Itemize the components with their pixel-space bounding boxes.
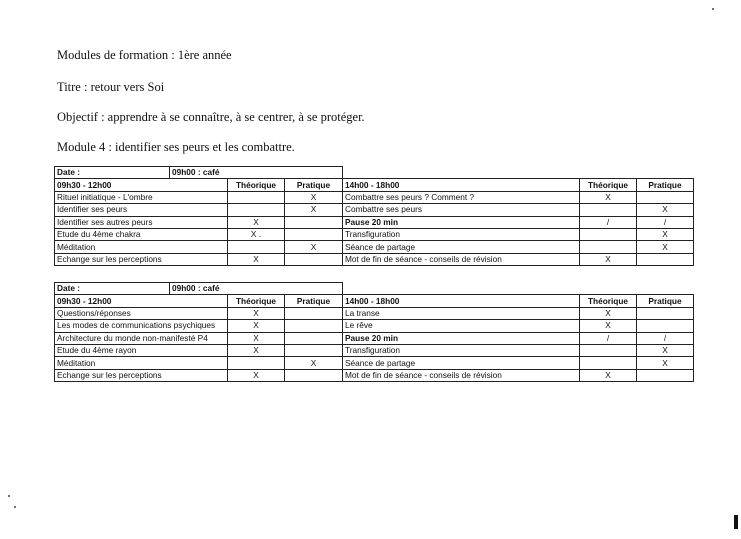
theorique-mark: / bbox=[580, 216, 637, 228]
morning-activity: Méditation bbox=[55, 357, 228, 369]
pratique-mark bbox=[285, 253, 343, 265]
header-row bbox=[55, 179, 694, 191]
morning-activity: Echange sur les perceptions bbox=[55, 369, 228, 381]
header-row bbox=[55, 295, 694, 307]
table-row bbox=[55, 357, 694, 369]
pratique-mark bbox=[285, 369, 343, 381]
pratique-mark: X bbox=[637, 357, 694, 369]
scan-edge-mark bbox=[734, 515, 738, 529]
date-label: Date : bbox=[55, 167, 170, 179]
col-theorique: Théorique bbox=[580, 295, 637, 307]
theorique-mark: X bbox=[228, 307, 285, 319]
pratique-mark bbox=[285, 320, 343, 332]
table-row bbox=[55, 204, 694, 216]
theorique-mark: X bbox=[580, 369, 637, 381]
afternoon-activity: Le rêve bbox=[343, 320, 580, 332]
col-pratique: Pratique bbox=[285, 179, 343, 191]
table-row bbox=[55, 344, 694, 356]
theorique-mark: X bbox=[228, 344, 285, 356]
pratique-mark bbox=[285, 216, 343, 228]
theorique-mark: X bbox=[228, 216, 285, 228]
theorique-mark: X bbox=[580, 191, 637, 203]
pratique-mark: X bbox=[285, 241, 343, 253]
pratique-mark bbox=[285, 228, 343, 240]
afternoon-header: 14h00 - 18h00 bbox=[343, 179, 580, 191]
document-heading: Modules de formation : 1ère année bbox=[57, 48, 232, 62]
pratique-mark: X bbox=[637, 204, 694, 216]
morning-activity: Rituel initiatique - L'ombre bbox=[55, 191, 228, 203]
pratique-mark: X bbox=[637, 344, 694, 356]
col-theorique: Théorique bbox=[228, 295, 285, 307]
scan-speck bbox=[8, 495, 10, 497]
afternoon-activity: Séance de partage bbox=[343, 357, 580, 369]
pratique-mark bbox=[285, 332, 343, 344]
pratique-mark: X bbox=[285, 204, 343, 216]
afternoon-activity: Combattre ses peurs ? Comment ? bbox=[343, 191, 580, 203]
theorique-mark bbox=[580, 228, 637, 240]
pratique-mark: X bbox=[637, 241, 694, 253]
afternoon-activity: Séance de partage bbox=[343, 241, 580, 253]
morning-activity: Etude du 4ème chakra bbox=[55, 228, 228, 240]
pratique-mark bbox=[637, 369, 694, 381]
col-pratique: Pratique bbox=[637, 295, 694, 307]
pratique-mark: X bbox=[637, 228, 694, 240]
theorique-mark bbox=[580, 204, 637, 216]
pratique-mark bbox=[637, 253, 694, 265]
afternoon-header: 14h00 - 18h00 bbox=[343, 295, 580, 307]
morning-header: 09h30 - 12h00 bbox=[55, 179, 228, 191]
col-pratique: Pratique bbox=[637, 179, 694, 191]
table-row bbox=[55, 253, 694, 265]
date-row bbox=[55, 167, 694, 179]
table-row bbox=[55, 320, 694, 332]
pratique-mark bbox=[637, 307, 694, 319]
morning-activity: Questions/réponses bbox=[55, 307, 228, 319]
document-objective: Objectif : apprendre à se connaître, à se centrer, à se protéger. bbox=[57, 110, 365, 124]
theorique-mark bbox=[580, 344, 637, 356]
afternoon-activity: Pause 20 min bbox=[343, 332, 580, 344]
theorique-mark: X bbox=[228, 320, 285, 332]
pratique-mark bbox=[637, 320, 694, 332]
afternoon-activity: Pause 20 min bbox=[343, 216, 580, 228]
afternoon-activity: La transe bbox=[343, 307, 580, 319]
table-row bbox=[55, 191, 694, 203]
theorique-mark: X bbox=[580, 253, 637, 265]
table-row bbox=[55, 216, 694, 228]
afternoon-activity: Mot de fin de séance - conseils de révision bbox=[343, 369, 580, 381]
table-row bbox=[55, 369, 694, 381]
table-row bbox=[55, 332, 694, 344]
morning-activity: Identifier ses peurs bbox=[55, 204, 228, 216]
scan-speck bbox=[712, 8, 714, 10]
pratique-mark: X bbox=[285, 357, 343, 369]
theorique-mark: X bbox=[580, 320, 637, 332]
afternoon-activity: Transfiguration bbox=[343, 228, 580, 240]
date-label: Date : bbox=[55, 283, 170, 295]
table-row bbox=[55, 307, 694, 319]
afternoon-activity: Transfiguration bbox=[343, 344, 580, 356]
theorique-mark: X . bbox=[228, 228, 285, 240]
theorique-mark: X bbox=[228, 253, 285, 265]
morning-activity: Identifier ses autres peurs bbox=[55, 216, 228, 228]
theorique-mark bbox=[228, 241, 285, 253]
col-pratique: Pratique bbox=[285, 295, 343, 307]
col-theorique: Théorique bbox=[228, 179, 285, 191]
date-row bbox=[55, 283, 694, 295]
morning-activity: Architecture du monde non-manifesté P4 bbox=[55, 332, 228, 344]
pratique-mark: X bbox=[285, 191, 343, 203]
morning-activity: Méditation bbox=[55, 241, 228, 253]
pratique-mark: / bbox=[637, 332, 694, 344]
document-module: Module 4 : identifier ses peurs et les combattre. bbox=[57, 140, 295, 154]
theorique-mark bbox=[580, 241, 637, 253]
afternoon-activity: Mot de fin de séance - conseils de révision bbox=[343, 253, 580, 265]
schedule-table-2 bbox=[54, 282, 694, 382]
theorique-mark: X bbox=[228, 332, 285, 344]
theorique-mark bbox=[228, 191, 285, 203]
cafe-time: 09h00 : café bbox=[170, 167, 343, 179]
theorique-mark bbox=[228, 204, 285, 216]
pratique-mark bbox=[637, 191, 694, 203]
scan-speck bbox=[14, 506, 16, 508]
morning-activity: Les modes de communications psychiques bbox=[55, 320, 228, 332]
morning-header: 09h30 - 12h00 bbox=[55, 295, 228, 307]
pratique-mark bbox=[285, 307, 343, 319]
pratique-mark: / bbox=[637, 216, 694, 228]
col-theorique: Théorique bbox=[580, 179, 637, 191]
theorique-mark bbox=[580, 357, 637, 369]
morning-activity: Echange sur les perceptions bbox=[55, 253, 228, 265]
table-row bbox=[55, 241, 694, 253]
afternoon-activity: Combattre ses peurs bbox=[343, 204, 580, 216]
table-row bbox=[55, 228, 694, 240]
cafe-time: 09h00 : café bbox=[170, 283, 343, 295]
morning-activity: Etude du 4ème rayon bbox=[55, 344, 228, 356]
theorique-mark bbox=[228, 357, 285, 369]
theorique-mark: / bbox=[580, 332, 637, 344]
theorique-mark: X bbox=[228, 369, 285, 381]
document-title: Titre : retour vers Soi bbox=[57, 80, 165, 94]
theorique-mark: X bbox=[580, 307, 637, 319]
pratique-mark bbox=[285, 344, 343, 356]
schedule-table-1 bbox=[54, 166, 694, 266]
